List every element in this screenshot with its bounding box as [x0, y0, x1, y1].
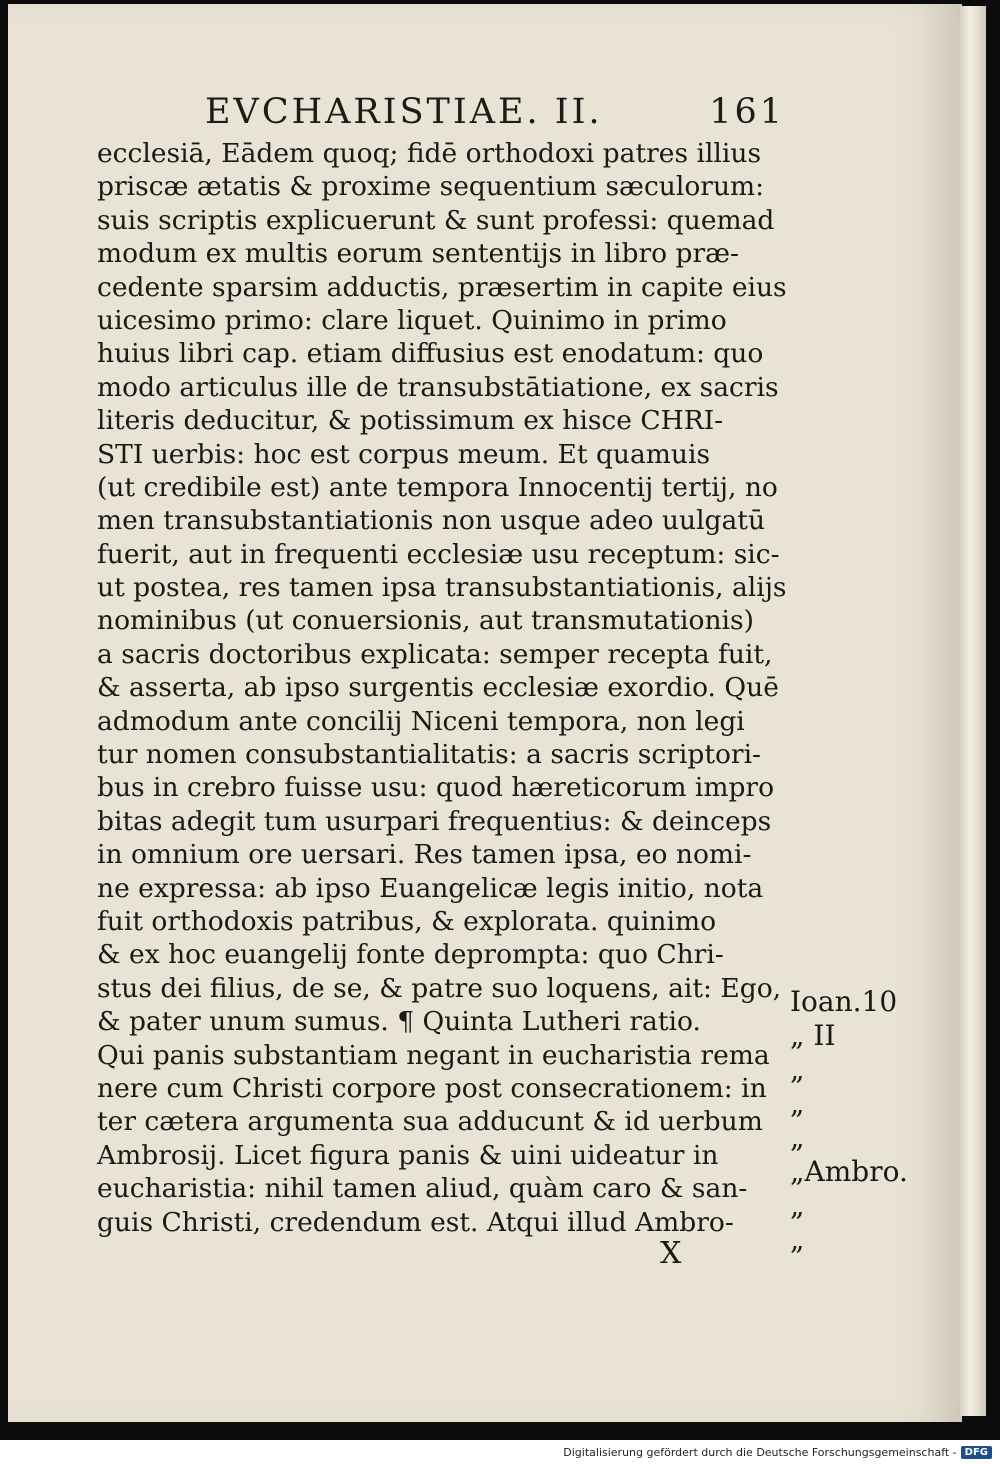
signature-mark: X [660, 1236, 682, 1271]
text-line: stus dei filius, de se, & patre suo loquens, ait: Ego, [97, 972, 782, 1004]
body-text [97, 137, 787, 1239]
text-line: in omnium ore uersari. Res tamen ipsa, eo nomi- [97, 839, 752, 871]
text-line: nere cum Christi corpore post consecrationem: in [97, 1072, 767, 1104]
text-line: uicesimo primo: clare liquet. Quinimo in primo [97, 304, 727, 336]
marginal-note: „ II [790, 1019, 836, 1052]
marginal-note: „ [790, 1087, 805, 1120]
running-head [205, 92, 785, 132]
text-line: nominibus (ut conuersionis, aut transmutationis) [97, 605, 754, 637]
marginal-note: „ [790, 1223, 805, 1256]
text-line: literis deducitur, & potissimum ex hisce CHRI- [97, 405, 724, 437]
marginal-note: „ [790, 1189, 805, 1222]
marginal-note: Ioan.10 [790, 985, 898, 1018]
dfg-logo-icon: DFG [961, 1446, 992, 1459]
text-line: guis Christi, credendum est. Atqui illud Ambro- [97, 1206, 734, 1238]
text-line: fuerit, aut in frequenti ecclesiæ usu receptum: sic- [97, 538, 780, 570]
digitization-footer [0, 1440, 1000, 1464]
marginal-notes [790, 985, 930, 1257]
text-line: ter cætera argumenta sua adducunt & id uerbum [97, 1106, 763, 1138]
marginal-note: „Ambro. [790, 1155, 908, 1188]
text-line: Ambrosij. Licet figura panis & uini uideatur in [97, 1139, 719, 1171]
text-line: suis scriptis explicuerunt & sunt professi: quemad [97, 204, 775, 236]
text-line: bus in crebro fuisse usu: quod hæreticorum impro [97, 772, 775, 804]
text-line: modo articulus ille de transubstātiatione, ex sacris [97, 371, 779, 403]
text-line: ecclesiā, Eādem quoq; fidē orthodoxi patres illius [97, 138, 762, 169]
text-line: fuit orthodoxis patribus, & explorata. quinimo [97, 905, 717, 937]
text-line: admodum ante concilij Niceni tempora, non legi [97, 705, 745, 737]
text-line: modum ex multis eorum sententijs in libro præ- [97, 238, 739, 270]
text-line: bitas adegit tum usurpari frequentius: & deinceps [97, 805, 772, 837]
text-line: & pater unum sumus. ¶ Quinta Lutheri ratio. [97, 1006, 701, 1038]
text-line: a sacris doctoribus explicata: semper recepta fuit, [97, 638, 773, 670]
text-line: men transubstantiationis non usque adeo uulgatū [97, 505, 766, 537]
marginal-note: „ [790, 1121, 805, 1154]
running-head-title: EVCHARISTIAE. II. [205, 92, 603, 132]
text-line: ut postea, res tamen ipsa transubstantiationis, alijs [97, 572, 787, 604]
text-line: huius libri cap. etiam diffusius est enodatum: quo [97, 338, 764, 370]
text-line: cedente sparsim adductis, præsertim in capite eius [97, 271, 787, 303]
text-line: ne expressa: ab ipso Euangelicæ legis initio, nota [97, 872, 764, 904]
text-line: STI uerbis: hoc est corpus meum. Et quamuis [97, 438, 711, 470]
text-line: & asserta, ab ipso surgentis ecclesiæ exordio. Quē [97, 672, 779, 704]
marginal-note: „ [790, 1053, 805, 1086]
page-number: 161 [709, 92, 785, 132]
text-line: & ex hoc euangelij fonte deprompta: quo Chri- [97, 939, 724, 971]
text-line: (ut credibile est) ante tempora Innocentij tertij, no [97, 471, 778, 503]
text-line: priscæ ætatis & proxime sequentium sæculorum: [97, 171, 765, 203]
text-line: Qui panis substantiam negant in eucharistia rema [97, 1039, 770, 1071]
footer-credit: Digitalisierung gefördert durch die Deutsche Forschungsgemeinschaft - [563, 1445, 957, 1459]
text-line: tur nomen consubstantialitatis: a sacris scriptori- [97, 739, 762, 771]
page-edge [960, 6, 986, 1416]
text-line: eucharistia: nihil tamen aliud, quàm caro & san- [97, 1173, 748, 1205]
